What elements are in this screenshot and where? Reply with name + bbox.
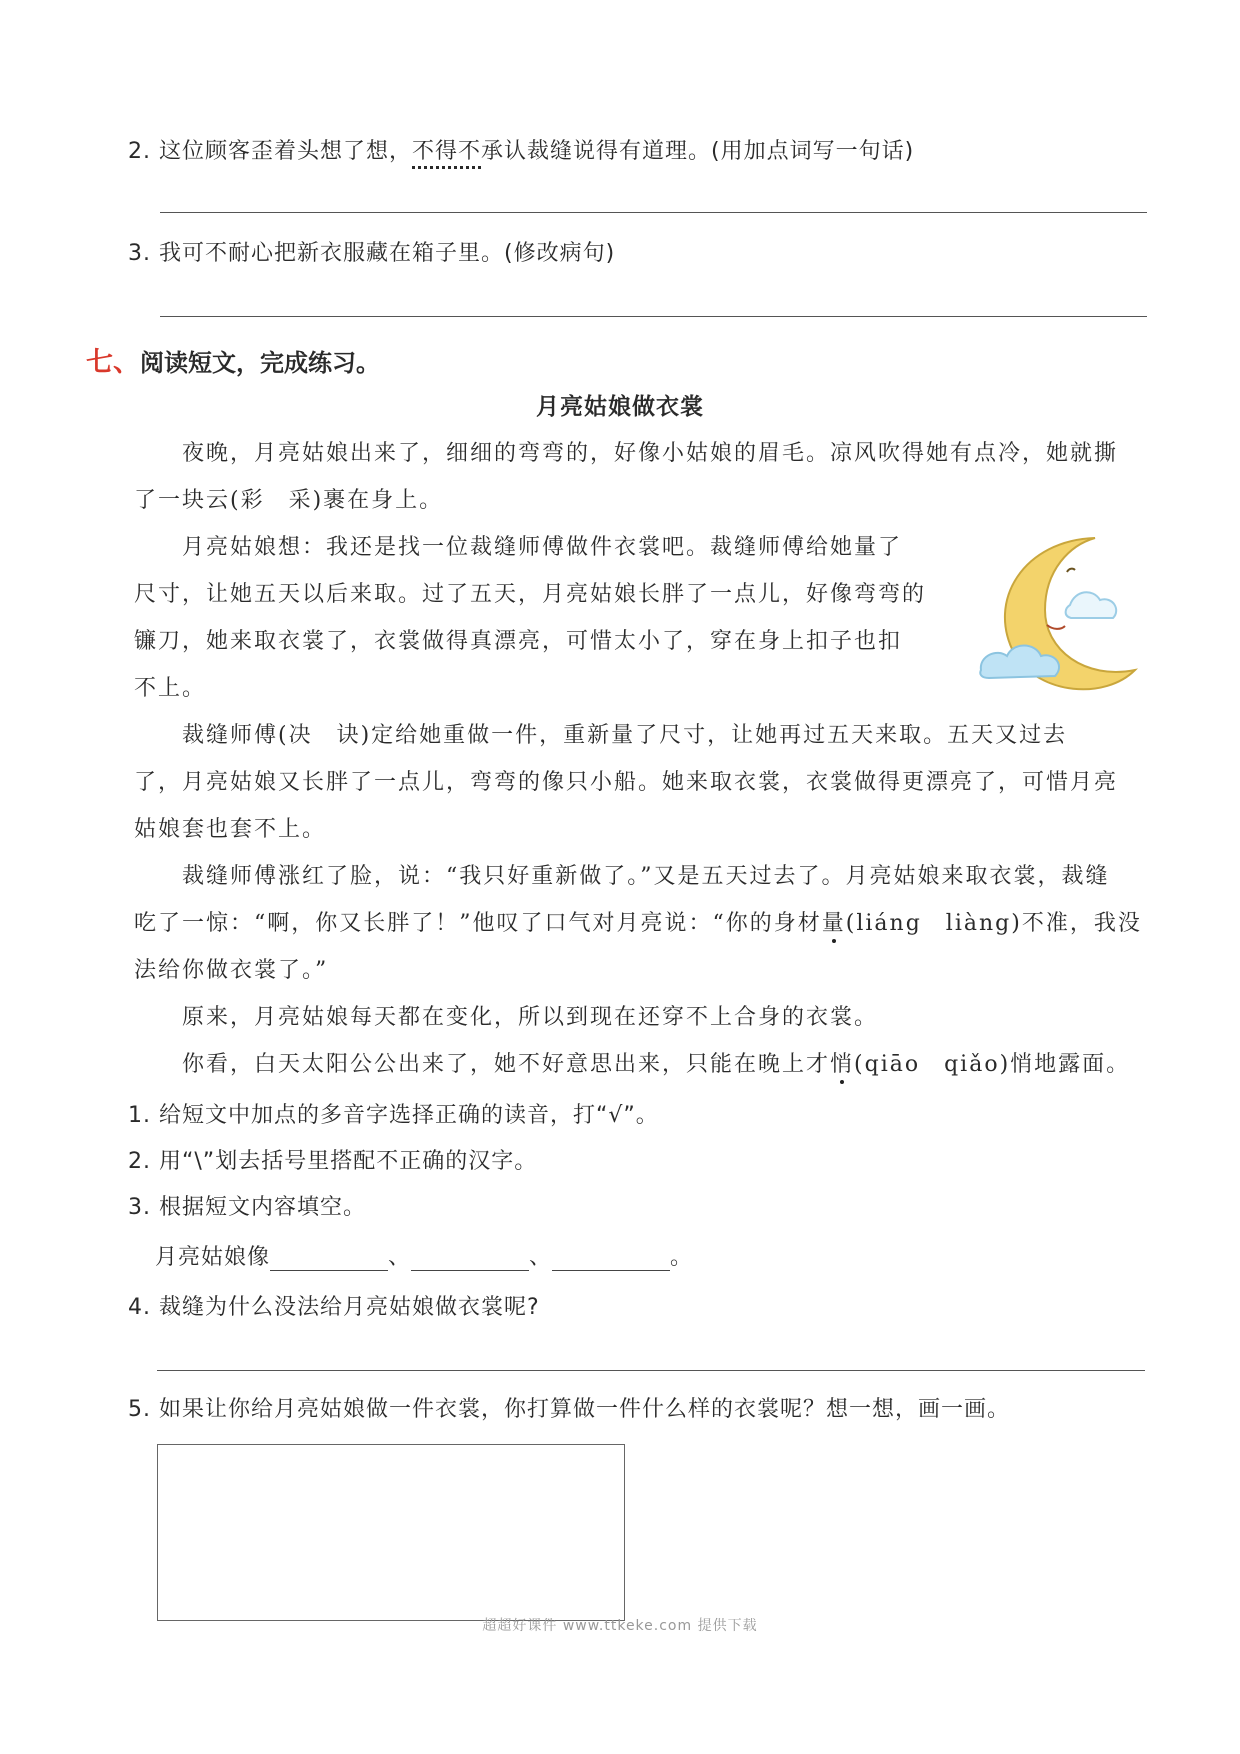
story-title: 月亮姑娘做衣裳 <box>536 394 704 420</box>
drawing-box[interactable] <box>157 1444 625 1621</box>
story-line: 姑娘套也套不上。 <box>134 817 327 842</box>
exercise-4: 4. 裁缝为什么没法给月亮姑娘做衣裳呢? <box>128 1295 540 1320</box>
section-header <box>86 340 380 379</box>
story-line: 月亮姑娘想：我还是找一位裁缝师傅做件衣裳吧。裁缝师傅给她量了 <box>134 535 903 560</box>
story-line: 原来，月亮姑娘每天都在变化，所以到现在还穿不上合身的衣裳。 <box>134 1005 879 1030</box>
section-title: 阅读短文，完成练习。 <box>140 349 380 377</box>
story-line: 法给你做衣裳了。” <box>134 958 329 983</box>
blank-3[interactable] <box>552 1250 670 1271</box>
story-line: 裁缝师傅(决 诀)定给她重做一件，重新量了尺寸，让她再过五天来取。五天又过去 <box>134 723 1068 748</box>
fill-in-row: 月亮姑娘像 、 、 。 <box>155 1245 694 1270</box>
story-line: 了一块云(彩 采)裹在身上。 <box>134 488 444 513</box>
story-line: 吃了一惊：“啊，你又长胖了！”他叹了口气对月亮说：“你的身材量(liáng liàng)不准，我没 <box>134 911 1142 936</box>
answer-line-q3[interactable] <box>160 316 1147 317</box>
dotted-character: 悄 <box>830 1052 855 1077</box>
blank-1[interactable] <box>270 1250 388 1271</box>
dotted-character: 量 <box>821 911 846 936</box>
exercise-2: 2. 用“\”划去括号里搭配不正确的汉字。 <box>128 1149 538 1174</box>
crescent-moon-icon <box>975 530 1150 700</box>
answer-line-q4[interactable] <box>157 1370 1145 1371</box>
story-line: 夜晚，月亮姑娘出来了，细细的弯弯的，好像小姑娘的眉毛。凉风吹得她有点冷，她就撕 <box>134 441 1119 466</box>
story-line: 镰刀，她来取衣裳了，衣裳做得真漂亮，可惜太小了，穿在身上扣子也扣 <box>134 629 903 654</box>
exercise-5: 5. 如果让你给月亮姑娘做一件衣裳，你打算做一件什么样的衣裳呢？想一想，画一画。 <box>128 1397 1010 1422</box>
exercise-3: 3. 根据短文内容填空。 <box>128 1195 366 1220</box>
dotted-word: 不得不 <box>412 139 482 164</box>
question-3: 3. 我可不耐心把新衣服藏在箱子里。(修改病句) <box>128 241 616 266</box>
story-line: 尺寸，让她五天以后来取。过了五天，月亮姑娘长胖了一点儿，好像弯弯的 <box>134 582 927 607</box>
question-2: 2. 这位顾客歪着头想了想，不得不承认裁缝说得有道理。(用加点词写一句话) <box>128 139 915 164</box>
story-line: 你看，白天太阳公公出来了，她不好意思出来，只能在晚上才悄(qiāo qiǎo)悄地露面。 <box>134 1052 1131 1077</box>
answer-line-q2[interactable] <box>160 212 1147 213</box>
story-line: 了，月亮姑娘又长胖了一点儿，弯弯的像只小船。她来取衣裳，衣裳做得更漂亮了，可惜月亮 <box>134 770 1119 795</box>
section-number: 七、 <box>86 347 140 378</box>
story-line: 裁缝师傅涨红了脸，说：“我只好重新做了。”又是五天过去了。月亮姑娘来取衣裳，裁缝 <box>134 864 1110 889</box>
story-line: 不上。 <box>134 676 207 701</box>
blank-2[interactable] <box>411 1250 529 1271</box>
exercise-1: 1. 给短文中加点的多音字选择正确的读音，打“√”。 <box>128 1103 659 1128</box>
footer-watermark: 超超好课件 www.ttkeke.com 提供下载 <box>482 1618 758 1634</box>
